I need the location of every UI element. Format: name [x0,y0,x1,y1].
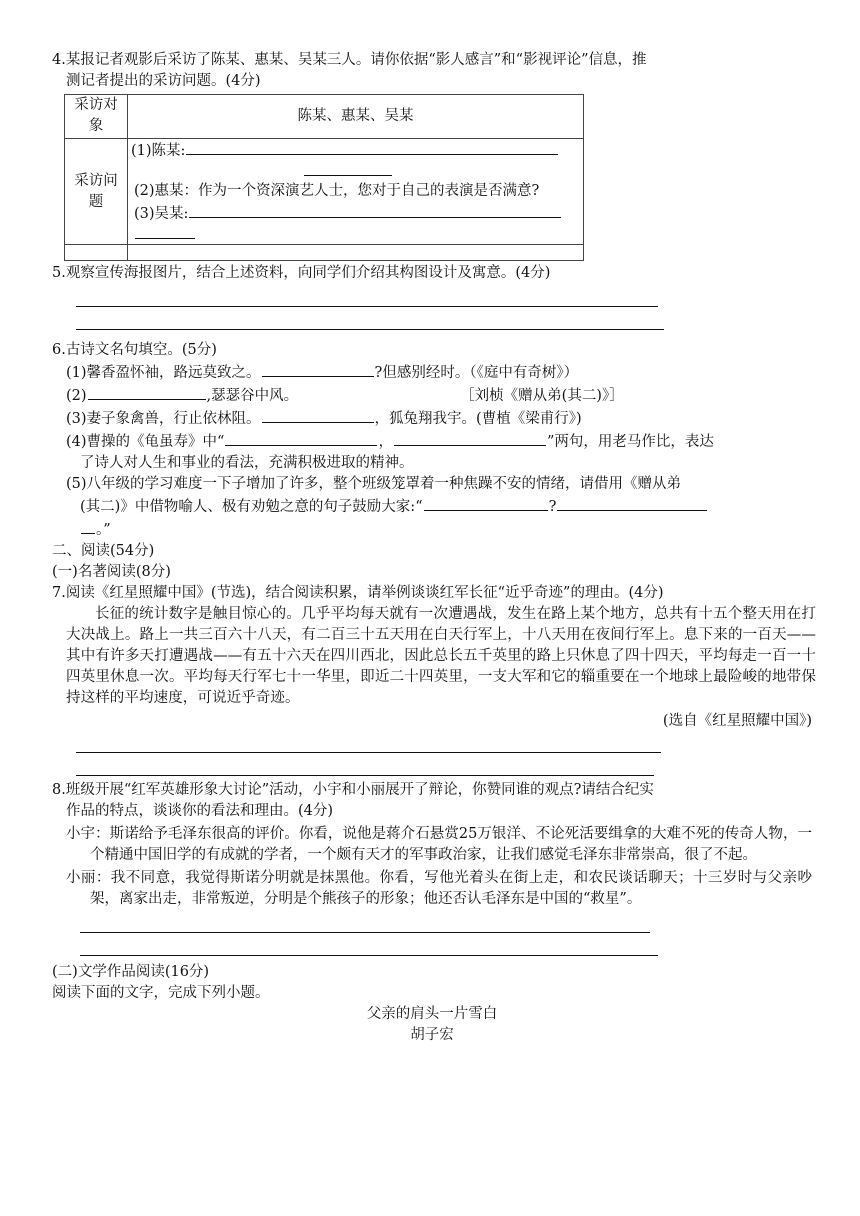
answer-line[interactable] [80,933,658,956]
table-empty-cell [65,245,128,261]
q7-source: (选自《红星照耀中国》) [662,713,812,729]
q6-item-5-mark: ? [548,499,557,515]
article-author: 胡子宏 [410,1027,454,1043]
table-row-left: 采访问题 [65,139,128,245]
interview-item-3: (3)吴某: [134,206,189,222]
answer-blank[interactable] [262,361,374,377]
answer-blank[interactable] [189,202,561,218]
q4-stem-line1: 4.某报记者观影后采访了陈某、惠某、吴某三人。请你依据“影人感言”和“影视评论”信息，推 [52,52,647,68]
interview-item-1: (1)陈某: [131,143,186,159]
q6-item-3 [52,407,812,430]
q6-item-5-close: 。” [96,522,111,538]
q6-item-4-text: (4)曹操的《龟虽寿》中“ [66,434,225,450]
exam-page [52,50,816,1046]
q6-item-1-source: ?但感别经时。（《庭中有奇树》） [374,365,579,381]
answer-blank[interactable] [262,407,374,423]
answer-blank[interactable] [225,430,377,446]
table-header-right: 陈某、惠某、吴某 [128,95,584,139]
answer-line[interactable] [76,753,654,776]
q8-stem-line1: 8.班级开展“红军英雄形象大讨论”活动，小宇和小丽展开了辩论，你赞同谁的观点?请结合纪实 [52,782,654,798]
answer-line[interactable] [76,284,658,307]
answer-line[interactable] [76,307,664,330]
q6-item-5-cont [52,495,812,518]
q6-item-2-source: ［刘桢《赠从弟(其二)》］ [460,388,624,404]
interview-table [64,94,584,261]
subsection-heading-2: (二)文学作品阅读(16分) [52,964,210,980]
q6-item-3-source: ，狐兔翔我宇。(曹植《梁甫行》) [374,411,582,427]
q6-item-2-text: ,瑟瑟谷中风。 [206,388,299,404]
q6-item-5-end [52,518,812,541]
reading-instruction: 阅读下面的文字，完成下列小题。 [52,985,270,1001]
answer-blank[interactable] [304,160,392,176]
q6-item-1 [52,361,812,384]
q4-stem-line2: 测记者提出的采访问题。(4分) [66,73,261,89]
answer-blank[interactable] [88,384,206,400]
q8-xiaoli: 小丽：我不同意，我觉得斯诺分明就是抹黑他。你看，写他光着头在街上走，和农民谈话聊天；十三岁时与父亲吵架，离家出走，非常叛逆，分明是个熊孩子的形象；他还否认毛泽东是中国的“救星”。 [66,870,812,907]
q8-stem-line2: 作品的特点，谈谈你的看法和理由。(4分) [66,803,334,819]
q7-passage: 长征的统计数字是触目惊心的。几乎平均每天就有一次遭遇战，发生在路上某个地方，总共有十五个整天用在打大决战上。路上一共三百六十八天，有二百三十五天用在白天行军上，十八天用在夜间行军上。息下来的一百天——其中有许多天打遭遇战——有五十六天在四川西北，因此总长五千英里的路上只休息了四十四天，平均每走一百一十四英里休息一次。平均每天行军七十一华里，即近二十四英里，一支大军和它的辎重要在一个地球上最险峻的地带保持这样的平均速度，可说近乎奇迹。 [66,606,816,706]
subsection-heading: (一)名著阅读(8分) [52,564,171,580]
q6-item-5: (5)八年级的学习难度一下子增加了许多，整个班级笼罩着一种焦躁不安的情绪，请借用《赠从弟 [66,476,682,492]
article-title: 父亲的肩头一片雪白 [366,1006,498,1022]
table-answer-cell [128,139,584,245]
q6-item-2-number: (2) [66,388,87,404]
table-header-left: 采访对象 [65,95,128,139]
q5-stem: 5.观察宣传海报图片，结合上述资料，向同学们介绍其构图设计及寓意。(4分) [52,265,551,281]
q6-item-3-text: (3)妻子象禽兽，行止依林阻。 [66,411,261,427]
answer-blank[interactable] [424,495,548,511]
answer-blank[interactable] [394,430,546,446]
q6-item-2 [52,384,812,407]
answer-blank[interactable] [557,495,707,511]
q6-item-1-text: (1)馨香盈怀袖，路远莫致之。 [66,365,261,381]
q7-stem: 7.阅读《红星照耀中国》(节选)，结合阅读积累，请举例谈谈红军长征“近乎奇迹”的理由。(4分) [52,585,664,601]
section-heading: 二、阅读(54分) [52,543,155,559]
table-empty-cell [128,245,584,261]
q6-item-4 [52,430,812,453]
q6-item-4-text-b: ”两句，用老马作比，表达 [546,434,714,450]
q6-stem: 6.古诗文名句填空。(5分) [52,342,217,358]
answer-blank[interactable] [81,518,95,534]
answer-blank[interactable] [135,223,195,239]
answer-line[interactable] [76,730,661,753]
q8-xiaoyu: 小宇：斯诺给予毛泽东很高的评价。你看，说他是蒋介石悬赏25万银洋、不论死活要缉拿的大难不死的传奇人物，一个精通中国旧学的有成就的学者，一个颇有天才的军事政治家，让我们感觉毛泽东非常崇高，很了不起。 [66,826,812,863]
interview-item-2: (2)惠某：作为一个资深演艺人士，您对于自己的表演是否满意? [134,183,540,199]
q6-item-4-cont: 了诗人对人生和事业的看法，充满积极进取的精神。 [80,455,414,471]
answer-line[interactable] [80,910,650,933]
answer-blank[interactable] [186,139,558,155]
q6-item-5-text: (其二)》中借物喻人、极有劝勉之意的句子鼓励大家:“ [80,499,423,515]
q6-item-4-comma: ， [378,434,393,450]
